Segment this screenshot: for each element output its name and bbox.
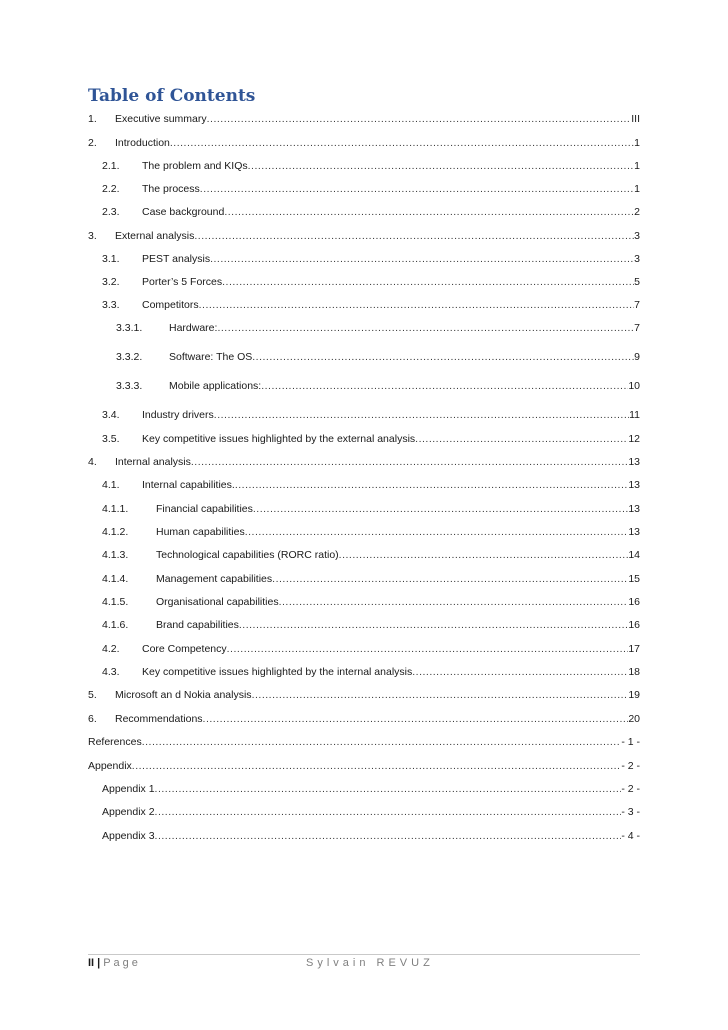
- toc-entry[interactable]: [102, 298, 640, 312]
- toc-entry-page: 3: [634, 253, 640, 265]
- toc-dot-leader: [200, 182, 634, 196]
- toc-dot-leader: [142, 735, 622, 749]
- toc-dot-leader: [261, 379, 628, 393]
- toc-entry-title: Appendix 3: [102, 830, 155, 842]
- toc-entry-page: 18: [628, 666, 640, 678]
- toc-entry-page: 7: [634, 322, 640, 334]
- toc-dot-leader: [252, 688, 629, 702]
- toc-entry-number: 3.3.2.: [116, 351, 143, 363]
- toc-entry-page: 1: [634, 160, 640, 172]
- toc-entry-page: 13: [628, 503, 640, 515]
- toc-dot-leader: [222, 275, 634, 289]
- toc-entry[interactable]: [102, 275, 640, 289]
- footer-page-label: Page: [103, 957, 141, 969]
- toc-entry[interactable]: [102, 805, 640, 819]
- toc-entry[interactable]: [116, 350, 640, 364]
- toc-entry-page: 5: [634, 276, 640, 288]
- footer-divider: [88, 954, 640, 955]
- toc-entry[interactable]: [88, 136, 640, 150]
- toc-entry[interactable]: [116, 379, 640, 393]
- toc-entry[interactable]: [88, 735, 640, 749]
- toc-dot-leader: [412, 665, 628, 679]
- toc-entry-page: 19: [628, 689, 640, 701]
- toc-entry-title: Hardware:: [169, 322, 218, 334]
- toc-dot-leader: [155, 782, 622, 796]
- toc-dot-leader: [235, 478, 629, 492]
- toc-entry-page: 2: [634, 206, 640, 218]
- toc-entry-title: Software: The OS: [169, 351, 253, 363]
- toc-entry[interactable]: [102, 572, 640, 586]
- toc-dot-leader: [194, 229, 634, 243]
- toc-entry-title: References: [88, 736, 142, 748]
- toc-entry-number: 4.1.5.: [102, 596, 129, 608]
- toc-entry-title: Core Competency: [142, 643, 227, 655]
- toc-entry[interactable]: [102, 205, 640, 219]
- toc-dot-leader: [245, 525, 629, 539]
- toc-entry-number: 2.2.: [102, 183, 120, 195]
- toc-entry[interactable]: [102, 478, 640, 492]
- toc-dot-leader: [170, 136, 634, 150]
- toc-entry[interactable]: [102, 502, 640, 516]
- footer-separator: |: [97, 957, 101, 969]
- toc-entry-page: 10: [628, 380, 640, 392]
- toc-entry-number: 4.1.2.: [102, 526, 129, 538]
- toc-entry-page: 15: [628, 573, 640, 585]
- toc-entry-title: Financial capabilities: [156, 503, 253, 515]
- toc-entry-number: 1.: [88, 113, 97, 125]
- toc-entry[interactable]: [102, 665, 640, 679]
- toc-entry[interactable]: [102, 432, 640, 446]
- toc-entry-title: Appendix: [88, 760, 132, 772]
- toc-entry-page: 12: [628, 433, 640, 445]
- toc-entry-page: 1: [634, 137, 640, 149]
- toc-entry-title: Introduction: [115, 137, 170, 149]
- toc-entry-title: Executive summary: [115, 113, 207, 125]
- toc-entry-page: - 4 -: [621, 830, 640, 842]
- toc-entry-page: 20: [628, 713, 640, 725]
- toc-entry-number: 2.: [88, 137, 97, 149]
- toc-dot-leader: [272, 572, 628, 586]
- toc-dot-leader: [132, 759, 622, 773]
- toc-dot-leader: [210, 252, 634, 266]
- toc-entry-number: 6.: [88, 713, 97, 725]
- toc-dot-leader: [203, 712, 629, 726]
- toc-entry-number: 5.: [88, 689, 97, 701]
- toc-entry-page: 16: [628, 596, 640, 608]
- toc-entry[interactable]: [88, 229, 640, 243]
- toc-dot-leader: [224, 205, 634, 219]
- toc-entry-number: 3.3.1.: [116, 322, 143, 334]
- toc-entry-number: 4.1.1.: [102, 503, 129, 515]
- toc-entry-number: 3.3.: [102, 299, 120, 311]
- toc-entry-page: - 2 -: [621, 783, 640, 795]
- toc-entry-number: 4.1.: [102, 479, 120, 491]
- toc-entry[interactable]: [102, 829, 640, 843]
- toc-entry-title: Organisational capabilities: [156, 596, 279, 608]
- toc-entry-title: Appendix 1: [102, 783, 155, 795]
- toc-entry[interactable]: [102, 159, 640, 173]
- toc-entry-number: 3.5.: [102, 433, 120, 445]
- toc-entry-page: 11: [629, 409, 640, 421]
- toc-entry-number: 4.: [88, 456, 97, 468]
- toc-entry-page: 17: [628, 643, 640, 655]
- toc-entry[interactable]: [102, 618, 640, 632]
- toc-entry-title: The problem and KIQs: [142, 160, 248, 172]
- toc-entry-page: - 1 -: [621, 736, 640, 748]
- toc-entry-page: 1: [634, 183, 640, 195]
- toc-entry-page: - 2 -: [621, 760, 640, 772]
- toc-entry-page: 9: [634, 351, 640, 363]
- toc-entry[interactable]: [102, 182, 640, 196]
- toc-entry[interactable]: [102, 548, 640, 562]
- toc-entry-title: Internal analysis: [115, 456, 191, 468]
- toc-entry-title: Mobile applications:: [169, 380, 262, 392]
- toc-entry-page: III: [631, 113, 640, 125]
- toc-entry-title: PEST analysis: [142, 253, 211, 265]
- toc-entry-title: Appendix 2: [102, 806, 155, 818]
- toc-entry-number: 4.2.: [102, 643, 120, 655]
- toc-dot-leader: [415, 432, 628, 446]
- toc-entry[interactable]: [88, 112, 640, 126]
- toc-entry[interactable]: [102, 595, 640, 609]
- toc-entry-number: 4.1.6.: [102, 619, 129, 631]
- toc-dot-leader: [252, 350, 634, 364]
- toc-entry-page: 13: [628, 526, 640, 538]
- toc-entry-title: Industry drivers: [142, 409, 214, 421]
- toc-dot-leader: [248, 159, 635, 173]
- toc-entry-title: The process: [142, 183, 200, 195]
- toc-entry-title: Key competitive issues highlighted by the internal analysis: [142, 666, 413, 678]
- toc-entry-number: 3.3.3.: [116, 380, 143, 392]
- toc-dot-leader: [227, 642, 629, 656]
- toc-entry-number: 4.1.4.: [102, 573, 129, 585]
- toc-entry-title: Microsoft an d Nokia analysis: [115, 689, 252, 701]
- toc-entry-page: - 3 -: [621, 806, 640, 818]
- toc-entry-title: Human capabilities: [156, 526, 245, 538]
- toc-entry-title: Case background: [142, 206, 225, 218]
- toc-entry-number: 4.1.3.: [102, 549, 129, 561]
- toc-entry-number: 3.2.: [102, 276, 120, 288]
- toc-entry-page: 14: [628, 549, 640, 561]
- toc-dot-leader: [214, 408, 629, 422]
- toc-entry-title: Technological capabilities (RORC ratio): [156, 549, 339, 561]
- toc-dot-leader: [199, 298, 635, 312]
- toc-dot-leader: [217, 321, 634, 335]
- footer-page-number: II: [88, 957, 95, 969]
- toc-entry-number: 4.3.: [102, 666, 120, 678]
- footer-author: Sylvain REVUZ: [306, 957, 434, 969]
- toc-entry[interactable]: [88, 455, 640, 469]
- toc-entry-title: Brand capabilities: [156, 619, 239, 631]
- toc-entry-title: Competitors: [142, 299, 199, 311]
- toc-entry[interactable]: [88, 688, 640, 702]
- toc-dot-leader: [207, 112, 632, 126]
- toc-entry[interactable]: [102, 408, 640, 422]
- toc-entry-title: Recommendations: [115, 713, 203, 725]
- footer-page-info: [88, 957, 141, 969]
- toc-entry-number: 2.3.: [102, 206, 120, 218]
- toc-entry-title: Porter’s 5 Forces: [142, 276, 223, 288]
- toc-title: Table of Contents: [88, 86, 256, 106]
- toc-entry-number: 2.1.: [102, 160, 120, 172]
- toc-entry[interactable]: [102, 252, 640, 266]
- toc-entry-number: 3.: [88, 230, 97, 242]
- toc-entry[interactable]: [102, 782, 640, 796]
- toc-dot-leader: [191, 455, 628, 469]
- toc-entry[interactable]: [102, 642, 640, 656]
- toc-entry-page: 13: [628, 479, 640, 491]
- toc-dot-leader: [155, 805, 622, 819]
- toc-entry-number: 3.4.: [102, 409, 120, 421]
- toc-entry-number: 3.1.: [102, 253, 120, 265]
- toc-dot-leader: [239, 618, 628, 632]
- toc-entry-page: 13: [628, 456, 640, 468]
- toc-dot-leader: [155, 829, 622, 843]
- toc-entry[interactable]: [88, 759, 640, 773]
- toc-dot-leader: [279, 595, 629, 609]
- toc-entry-title: Internal capabilities.: [142, 479, 235, 491]
- toc-entry[interactable]: [88, 712, 640, 726]
- toc-entry-title: External analysis: [115, 230, 195, 242]
- toc-entry-page: 7: [634, 299, 640, 311]
- toc-entry[interactable]: [116, 321, 640, 335]
- toc-entry-title: Management capabilities: [156, 573, 273, 585]
- toc-entry-title: Key competitive issues highlighted by the external analysis: [142, 433, 416, 445]
- toc-dot-leader: [339, 548, 629, 562]
- toc-dot-leader: [253, 502, 628, 516]
- toc-entry-page: 3: [634, 230, 640, 242]
- toc-entry-page: 16: [628, 619, 640, 631]
- toc-entry[interactable]: [102, 525, 640, 539]
